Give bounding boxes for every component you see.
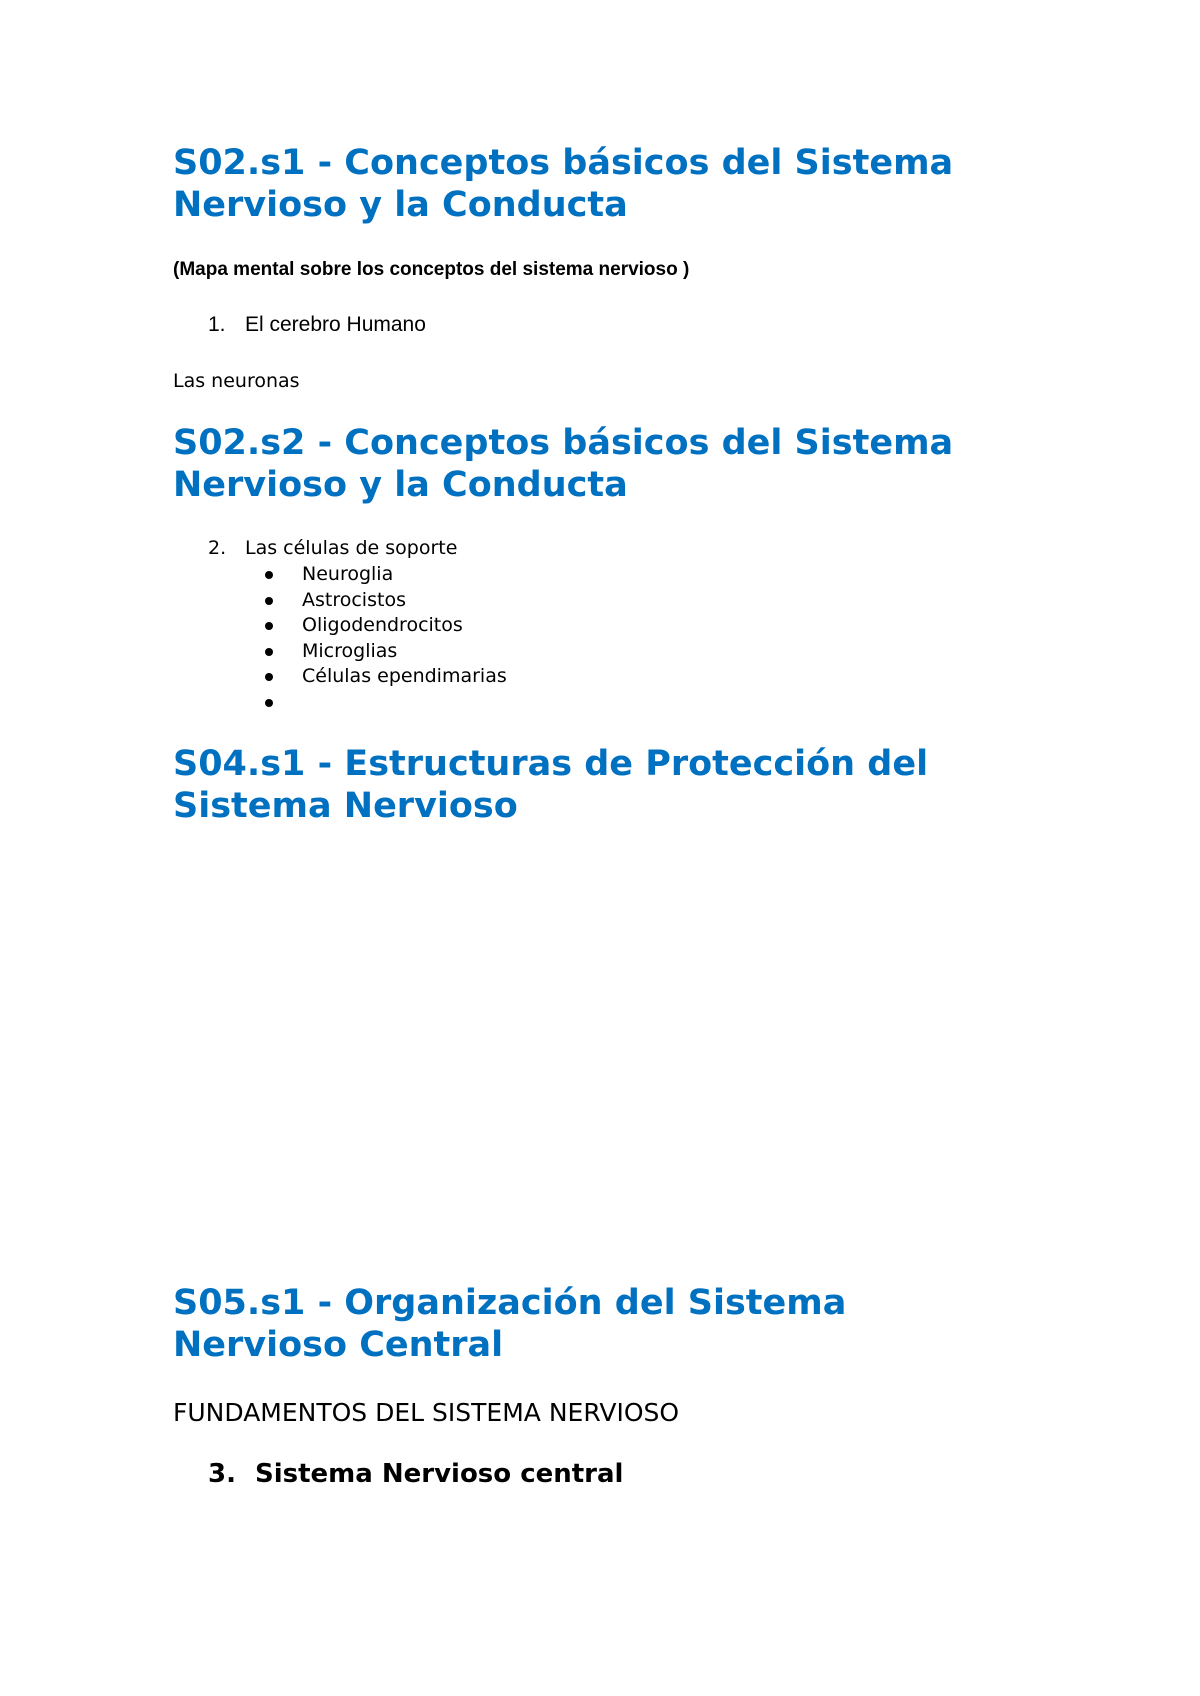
- support-cells-bullet-list: [173, 562, 773, 722]
- section-1-list-item: El cerebro Humano: [245, 313, 426, 336]
- section-3-heading-line-2: Sistema Nervioso: [173, 786, 518, 826]
- section-1-list-number: 1.: [208, 313, 226, 336]
- section-2-list-number: 2.: [208, 537, 227, 559]
- section-1-note: Las neuronas: [173, 370, 300, 392]
- bullet-dot-icon: [265, 699, 273, 707]
- bullet-dot-icon: [265, 571, 273, 579]
- section-4-heading-line-1: S05.s1 - Organización del Sistema: [173, 1283, 847, 1323]
- section-1-subtitle: (Mapa mental sobre los conceptos del sistema nervioso ): [173, 259, 690, 280]
- bullet-dot-icon: [265, 673, 273, 681]
- section-3-heading-line-1: S04.s1 - Estructuras de Protección del: [173, 744, 929, 784]
- bullet-text: Astrocistos: [302, 589, 406, 611]
- bullet-text: Oligodendrocitos: [302, 614, 463, 636]
- bullet-dot-icon: [265, 597, 273, 605]
- section-1-heading-line-2: Nervioso y la Conducta: [173, 185, 628, 225]
- section-2-list-item: Las células de soporte: [245, 537, 458, 559]
- section-4-list-number: 3.: [208, 1459, 236, 1489]
- bullet-text: Neuroglia: [302, 563, 394, 585]
- bullet-dot-icon: [265, 648, 273, 656]
- bullet-dot-icon: [265, 622, 273, 630]
- section-4-heading-line-2: Nervioso Central: [173, 1325, 504, 1365]
- bullet-text: Microglias: [302, 640, 398, 662]
- bullet-text: Células ependimarias: [302, 665, 507, 687]
- section-2-heading-line-2: Nervioso y la Conducta: [173, 465, 628, 505]
- section-4-list-item: Sistema Nervioso central: [255, 1459, 624, 1489]
- section-4-subheading: FUNDAMENTOS DEL SISTEMA NERVIOSO: [173, 1398, 680, 1427]
- section-2-heading-line-1: S02.s2 - Conceptos básicos del Sistema: [173, 423, 954, 463]
- section-1-heading-line-1: S02.s1 - Conceptos básicos del Sistema: [173, 143, 954, 183]
